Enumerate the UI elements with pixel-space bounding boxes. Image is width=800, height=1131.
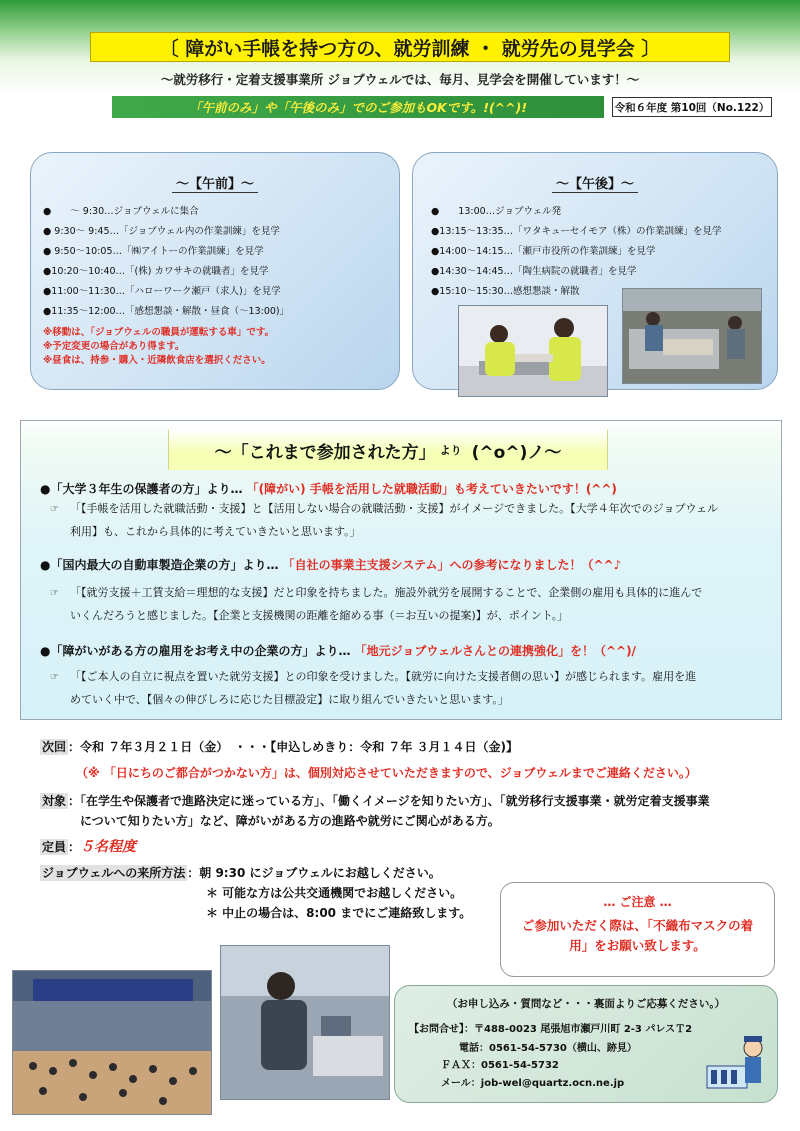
schedule-item: ● ～ 9:30…ジョブウェルに集合 bbox=[43, 206, 199, 217]
access-label: ジョブウェルへの来所方法 bbox=[42, 866, 186, 880]
feedback-line: 「【就労支援＋工賃支給＝理想的な支援】だと印象を持ちました。施設外就労を展開することで、企業側の雇用も具体的に進んで bbox=[70, 586, 703, 599]
schedule-item: ●15:10～15:30…感想懇談・解散 bbox=[431, 286, 580, 297]
feedback-entry-title bbox=[40, 480, 617, 497]
banner-text: 「午前のみ」や「午後のみ」でのご参加もOKです。!(^^)! bbox=[188, 100, 528, 115]
capacity-value: ５名程度 bbox=[80, 839, 137, 855]
target-text-2: について知りたい方」など、障がいがある方の進路や就労にご関心がある方。 bbox=[80, 814, 500, 828]
note-line: ※昼食は、持参・購入・近隣飲食店を選択ください。 bbox=[43, 355, 271, 366]
schedule-item: ●11:00～11:30…「ハローワーク瀬戸（求人)」を見学 bbox=[43, 286, 281, 297]
mascot-icon bbox=[705, 1026, 769, 1092]
note-line: ※予定変更の場合があり得ます。 bbox=[43, 341, 185, 352]
feedback-heading bbox=[168, 430, 608, 470]
target bbox=[40, 792, 710, 810]
feedback-body bbox=[50, 666, 770, 711]
pointing-hand-icon: ☞ bbox=[50, 672, 59, 683]
schedule-item: ● 9:50～10:05…「㈱アイトーの作業訓練」を見学 bbox=[43, 246, 264, 257]
target-label: 対象 bbox=[42, 794, 67, 808]
caution-box bbox=[500, 882, 775, 977]
morning-notes bbox=[31, 326, 399, 368]
feedback-quote: 「地元ジョブウェルさんとの連携強化」を！（^^)/ bbox=[354, 644, 636, 658]
schedule-item: ●14:30～14:45…「陶生病院の就職者」を見学 bbox=[431, 266, 637, 277]
feedback-line: 利用】も、これから具体的に考えていきたいと思います。」 bbox=[70, 525, 361, 538]
next-label: 次回 bbox=[42, 740, 67, 754]
feedback-line: いくんだろうと感じました。【企業と支援機関の距離を縮める事（＝お互いの提案)】が、ポイント。」 bbox=[70, 609, 569, 622]
contact-fax: ＦＡＸ：0561-54-5732 bbox=[441, 1060, 559, 1071]
pointing-hand-icon: ☞ bbox=[50, 588, 59, 599]
factory-work-photo bbox=[622, 288, 762, 384]
feedback-heading-small: より bbox=[439, 444, 462, 457]
caution-title: … ご注意 … bbox=[603, 895, 672, 909]
feedback-entry-title bbox=[40, 642, 636, 659]
pointing-hand-icon: ☞ bbox=[50, 504, 59, 515]
staff-training-photo bbox=[458, 305, 608, 397]
issue-number: 令和６年度 第10回（No.122） bbox=[612, 97, 772, 117]
access-text: ：朝 9:30 にジョブウェルにお越しください。 bbox=[187, 866, 441, 880]
feedback-heading-main: ～「これまで参加された方」 bbox=[214, 442, 436, 463]
feedback-heading-face: (^o^)ノ～ bbox=[471, 442, 562, 463]
contact-address: 【お問合せ】：〒488-0023 尾張旭市瀬戸川町 2-3 パレスＴ2 bbox=[409, 1024, 693, 1035]
banner bbox=[112, 96, 604, 118]
schedule-item: ● 9:30～ 9:45…「ジョブウェル内の作業訓練」を見学 bbox=[43, 226, 280, 237]
afternoon-heading: ～【午後】～ bbox=[552, 177, 638, 193]
target-text: ：「在学生や保護者で進路決定に迷っている方」、「働くイメージを知りたい方」、「就労移行支援事業・就労定着支援事業 bbox=[68, 794, 710, 808]
schedule-item: ●13:15～13:35…「ワタキューセイモア（株）の作業訓練」を見学 bbox=[431, 226, 722, 237]
feedback-who: ●「国内最大の自動車製造企業の方」より… bbox=[40, 558, 279, 572]
access-note: ＊ 可能な方は公共交通機関でお越しください。 bbox=[206, 886, 463, 900]
event-hall-photo bbox=[12, 970, 212, 1115]
feedback-body bbox=[50, 498, 770, 543]
feedback-who: ●「大学３年生の保護者の方」より… bbox=[40, 482, 243, 496]
access-note: ＊ 中止の場合は、8:00 までにご連絡致します。 bbox=[206, 906, 472, 920]
contact-tel: 電話：0561-54-5730（横山、跡見） bbox=[459, 1043, 637, 1054]
next-date bbox=[40, 738, 518, 756]
capacity: 定員 ：５名程度 bbox=[42, 839, 137, 855]
access bbox=[40, 864, 441, 882]
schedule-item: ●14:00～14:15…「瀬戸市役所の作業訓練」を見学 bbox=[431, 246, 656, 257]
feedback-who: ●「障がいがある方の雇用をお考え中の企業の方」より… bbox=[40, 644, 351, 658]
next-text: ：令和 ７年３月２１日（金） ・・・【申込しめきり：令和 ７年 ３月１４日（金)】 bbox=[68, 740, 519, 754]
feedback-line: めていく中で、【個々の伸びしろに応じた目標設定】に取り組んでいきたいと思います。」 bbox=[70, 693, 509, 706]
afternoon-schedule bbox=[413, 202, 777, 302]
feedback-quote: 「(障がい) 手帳を活用した就職活動」も考えていきたいです！(^^) bbox=[246, 482, 617, 496]
feedback-body bbox=[50, 582, 770, 627]
page-title: 〔 障がい手帳を持つ方の、就労訓練 ・ 就労先の見学会 〕 bbox=[90, 32, 730, 62]
feedback-line: 「【手帳を活用した就職活動・支援】と【活用しない場合の就職活動・支援】がイメージできました。【大学４年次でのジョブウェル bbox=[70, 502, 719, 515]
schedule-item: ● 13:00…ジョブウェル発 bbox=[431, 206, 562, 217]
feedback-entry-title bbox=[40, 556, 621, 573]
capacity-label: 定員 bbox=[42, 840, 67, 854]
schedule-note: （※ 「日にちのご都合がつかない方」は、個別対応させていただきますので、ジョブウェルまでご連絡ください。） bbox=[76, 766, 697, 780]
caution-body: ご参加いただく際は、「不織布マスクの着用」をお願い致します。 bbox=[521, 918, 754, 953]
note-line: ※移動は、「ジョブウェルの職員が運転する車」です。 bbox=[43, 327, 275, 338]
morning-heading: ～【午前】～ bbox=[172, 177, 258, 193]
feedback-line: 「【ご本人の自立に視点を置いた就労支援】との印象を受けました。【就労に向けた支援者側の思い】が感じられます。雇用を進 bbox=[70, 670, 697, 683]
workshop-photo bbox=[220, 945, 390, 1100]
contact-title: （お申し込み・質問など・・・裏面よりご応募ください。） bbox=[446, 998, 726, 1010]
schedule-item: ●11:35～12:00…「感想懇談・解散・昼食（～13:00)」 bbox=[43, 306, 290, 317]
contact-box bbox=[394, 985, 778, 1103]
schedule-item: ●10:20～10:40…「(株) カワサキの就職者」を見学 bbox=[43, 266, 269, 277]
contact-mail[interactable]: メール：job-wel@quartz.ocn.ne.jp bbox=[441, 1078, 625, 1089]
morning-schedule bbox=[31, 202, 399, 322]
feedback-quote: 「自社の事業主支援システム」への参考になりました！（^^♪ bbox=[282, 558, 622, 572]
page-subtitle: ～就労移行・定着支援事業所 ジョブウェルでは、毎月、見学会を開催しています！～ bbox=[160, 72, 640, 87]
morning-panel bbox=[30, 152, 400, 390]
